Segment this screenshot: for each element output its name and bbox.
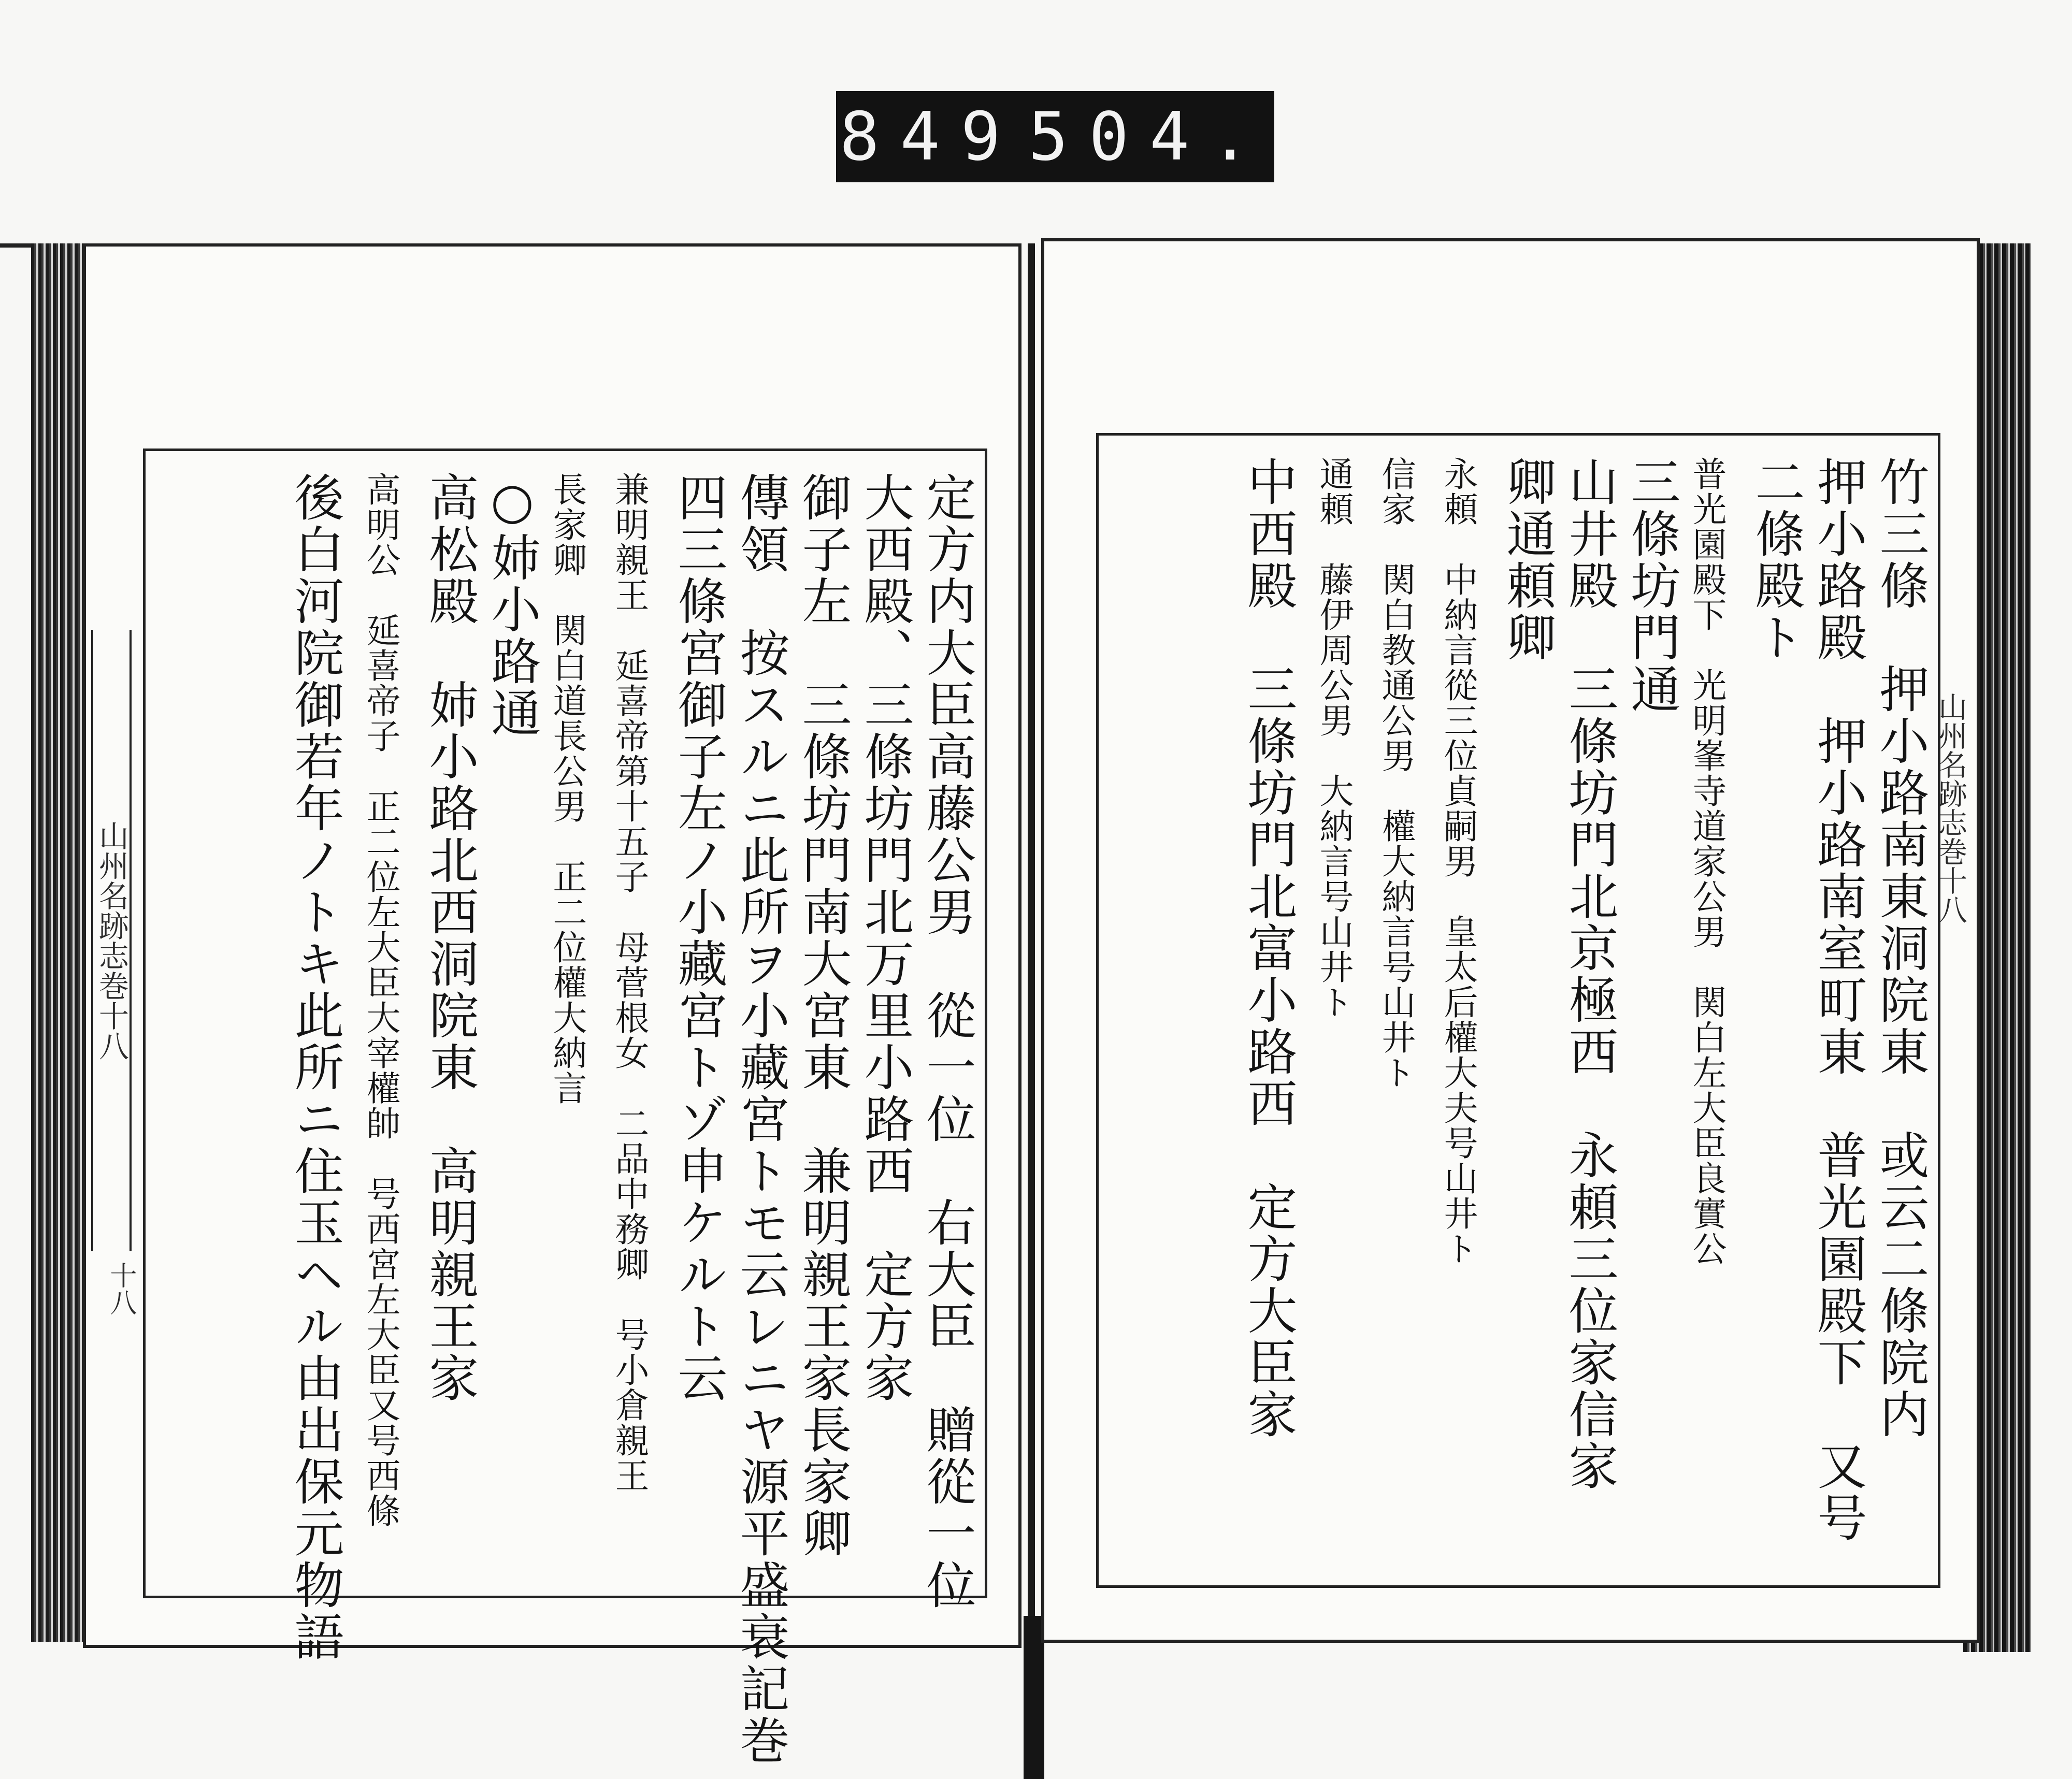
left-column-2: 大西殿、三條坊門北万里小路西 定方家	[856, 472, 914, 1404]
left-column-6: 兼明親王 延喜帝第十五子 母菅根女 二品中務卿 号小倉親王	[609, 472, 649, 1493]
catalog-number-left: 849	[839, 98, 1021, 176]
left-page-number: 十八	[105, 1262, 136, 1315]
right-text-frame	[1096, 433, 1940, 1588]
catalog-label	[836, 91, 1274, 182]
left-column-1: 定方内大臣高藤公男 從一位 右大臣 贈從一位	[918, 472, 976, 1611]
left-column-5: 四三條宮御子左ノ小藏宮トゾ申ケルト云	[670, 472, 728, 1404]
catalog-number-right: 504.	[1028, 98, 1271, 176]
left-column-10: 高明公 延喜帝子 正二位左大臣大宰權帥 号西宮左大臣又号西條	[361, 472, 400, 1528]
right-column-5: 三條坊門通	[1623, 456, 1681, 715]
left-column-4: 傳領 按スルニ此所ヲ小藏宮トモ云レニヤ源平盛衰記巻	[732, 472, 790, 1767]
right-column-10: 通頼 藤伊周公男 大納言号山井ト	[1314, 456, 1354, 1020]
right-column-11: 中西殿 三條坊門北富小路西 定方大臣家	[1240, 456, 1298, 1440]
left-column-3: 御子左 三條坊門南大宮東 兼明親王家長家卿	[794, 472, 852, 1559]
right-column-8: 永頼 中納言從三位貞嗣男 皇太后權大夫号山井ト	[1438, 456, 1478, 1266]
right-column-6: 山井殿 三條坊門北京極西 永頼三位家信家	[1561, 456, 1619, 1492]
book-spine	[1028, 243, 1035, 1709]
left-column-9: 高松殿 姉小路北西洞院東 高明親王家	[421, 472, 479, 1404]
left-page	[83, 243, 1021, 1767]
right-column-7: 卿通頼卿	[1499, 456, 1557, 663]
right-column-4: 普光園殿下 光明峯寺道家公男 関白左大臣良實公	[1687, 456, 1726, 1266]
left-column-8: ○姉小路通	[483, 472, 541, 739]
right-column-2: 押小路殿 押小路南室町東 普光園殿下 又号	[1809, 456, 1867, 1544]
right-column-1: 竹三條 押小路南東洞院東 或云二條院内	[1872, 456, 1930, 1440]
left-margin-title: 山州名跡志巻十八	[91, 630, 132, 1251]
left-text-frame	[143, 449, 987, 1767]
book-edge-left	[31, 243, 88, 1642]
right-column-3: 二條殿ト	[1747, 456, 1805, 663]
left-column-11: 後白河院御若年ノトキ此所ニ住玉ヘル由出保元物語	[286, 472, 344, 1663]
right-margin-title: 山州名跡志巻十八	[1938, 692, 1971, 1210]
right-page	[1041, 238, 1980, 1643]
left-column-7: 長家卿 関白道長公男 正二位權大納言	[547, 472, 587, 1106]
right-column-9: 信家 関白教通公男 權大納言号山井ト	[1376, 456, 1416, 1090]
